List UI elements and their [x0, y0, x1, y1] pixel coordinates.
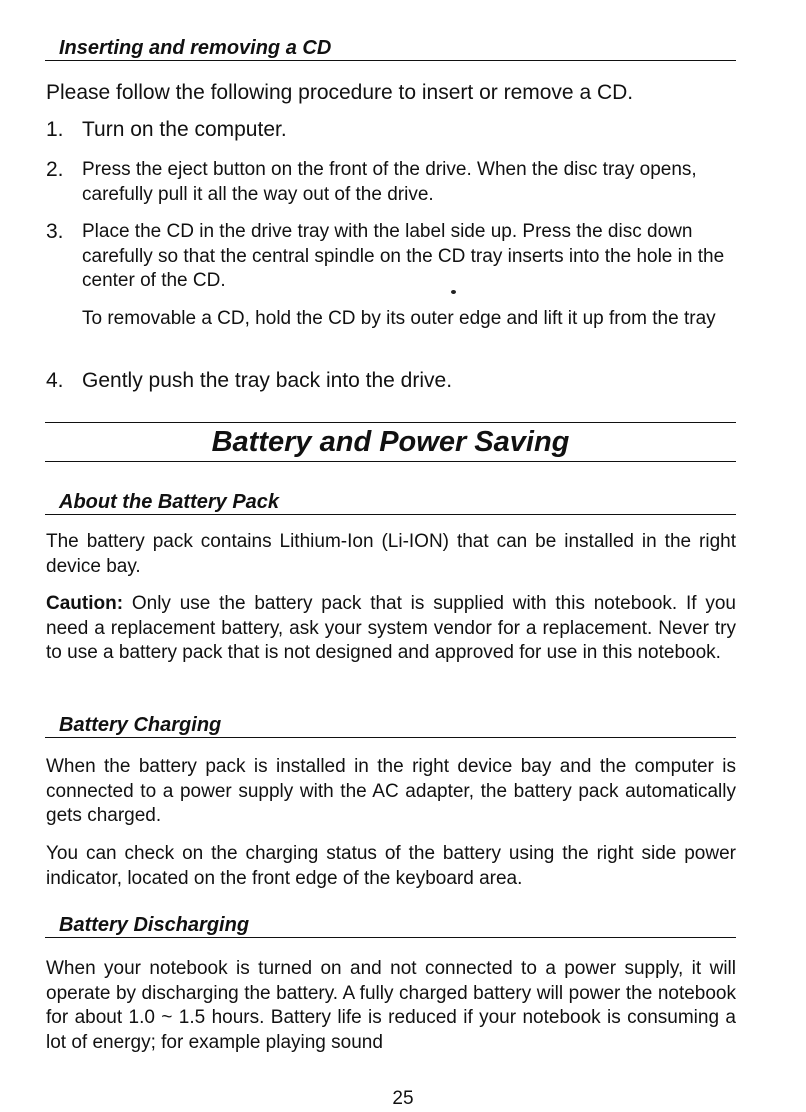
page-number: 25 [392, 1088, 414, 1109]
cd-step-1 [46, 117, 736, 143]
caution-label: Caution: [46, 593, 124, 614]
battery-discharging-heading: Battery Discharging [45, 913, 736, 938]
cd-step-3 [46, 220, 736, 294]
chapter-title-bottom-rule [45, 461, 736, 462]
battery-discharging-para: When your notebook is turned on and not connected to a power supply, it will operate by discharging the battery. A fully charged battery will power the notebook for about 1.0 ~ 1.5 hours. Battery life is reduced if your notebook is consuming a lot of energy; for example playing sound [46, 958, 736, 1053]
battery-pack-heading: About the Battery Pack [45, 490, 736, 515]
step-number: 3. [46, 220, 64, 243]
chapter-title-top-rule [45, 422, 736, 423]
step-text: Gently push the tray back into the drive. [82, 369, 453, 392]
battery-charging-para-2: You can check on the charging status of the battery using the right side power indicator, located on the front edge of the keyboard area. [46, 843, 736, 889]
stray-mark [451, 290, 456, 294]
cd-step-2 [46, 158, 736, 207]
battery-pack-para: The battery pack contains Lithium-Ion (Li-ION) that can be installed in the right device bay. [46, 531, 736, 577]
cd-remove-note: To removable a CD, hold the CD by its outer edge and lift it up from the tray [82, 308, 716, 329]
cd-section-heading: Inserting and removing a CD [45, 36, 736, 61]
caution-para [46, 592, 736, 666]
step-number: 2. [46, 158, 64, 181]
cd-intro: Please follow the following procedure to insert or remove a CD. [46, 81, 634, 104]
step-text: Turn on the computer. [82, 118, 287, 141]
battery-charging-para-1: When the battery pack is installed in the right device bay and the computer is connected to a power supply with the AC adapter, the battery pack automatically gets charged. [46, 756, 736, 826]
cd-step-4 [46, 368, 736, 394]
step-number: 1. [46, 118, 64, 141]
step-text: Place the CD in the drive tray with the label side up. Press the disc down carefully so that the central spindle on the CD tray inserts into the hole in the center of the CD. [82, 221, 725, 291]
battery-charging-heading: Battery Charging [45, 713, 736, 738]
step-text: Press the eject button on the front of the drive. When the disc tray opens, carefully pull it all the way out of the drive. [82, 159, 697, 205]
caution-text: Only use the battery pack that is supplied with this notebook. If you need a replacement battery, ask your system vendor for a replacement. Never try to use a battery pack that is not designed and approved for use in this notebook. [46, 593, 736, 663]
chapter-title: Battery and Power Saving [211, 426, 570, 458]
step-number: 4. [46, 369, 64, 392]
